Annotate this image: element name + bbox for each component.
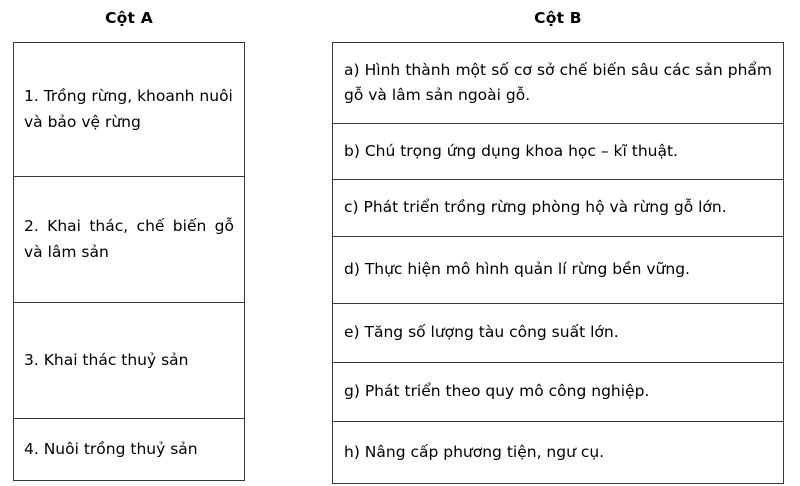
column-b-cell-7[interactable] xyxy=(333,422,784,484)
table-row xyxy=(333,124,784,180)
column-b-table xyxy=(332,42,784,484)
table-row xyxy=(14,419,245,481)
column-a-cell-1[interactable] xyxy=(14,43,245,177)
column-a-cell-4[interactable] xyxy=(14,419,245,481)
column-b-cell-label: d) Thực hiện mô hình quản lí rừng bền vững. xyxy=(344,260,690,279)
column-b-cell-label: b) Chú trọng ứng dụng khoa học – kĩ thuật. xyxy=(344,141,678,160)
table-row xyxy=(333,304,784,363)
column-b-cell-label: h) Nâng cấp phương tiện, ngư cụ. xyxy=(344,442,605,461)
table-row xyxy=(333,363,784,422)
table-row xyxy=(333,237,784,304)
table-row xyxy=(14,177,245,303)
column-a-table xyxy=(13,42,245,481)
column-b-cell-4[interactable] xyxy=(333,237,784,304)
table-row xyxy=(333,180,784,237)
column-a-cell-label: 4. Nuôi trồng thuỷ sản xyxy=(24,439,198,458)
column-b-cell-5[interactable] xyxy=(333,304,784,363)
table-row xyxy=(333,422,784,484)
column-a-header: Cột A xyxy=(105,9,153,27)
column-b-rows xyxy=(333,43,784,484)
column-b-cell-3[interactable] xyxy=(333,180,784,237)
table-row xyxy=(333,43,784,124)
table-row xyxy=(14,303,245,419)
column-a-cell-label: 1. Trồng rừng, khoanh nuôi và bảo vệ rừng xyxy=(24,87,233,131)
column-a-rows xyxy=(14,43,245,481)
column-a-cell-3[interactable] xyxy=(14,303,245,419)
column-a-cell-label: 2. Khai thác, chế biến gỗ và lâm sản xyxy=(24,217,234,261)
column-a-cell-2[interactable] xyxy=(14,177,245,303)
column-b-cell-2[interactable] xyxy=(333,124,784,180)
column-b-cell-label: e) Tăng số lượng tàu công suất lớn. xyxy=(344,323,619,342)
table-row xyxy=(14,43,245,177)
column-b-cell-label: a) Hình thành một số cơ sở chế biến sâu các sản phẩm gỗ và lâm sản ngoài gỗ. xyxy=(344,60,772,104)
column-b-cell-label: g) Phát triển theo quy mô công nghiệp. xyxy=(344,382,650,401)
column-b-header: Cột B xyxy=(534,9,582,27)
column-a-cell-label: 3. Khai thác thuỷ sản xyxy=(24,350,189,369)
column-b-cell-1[interactable] xyxy=(333,43,784,124)
column-b-cell-6[interactable] xyxy=(333,363,784,422)
column-b-cell-label: c) Phát triển trồng rừng phòng hộ và rừng gỗ lớn. xyxy=(344,198,727,217)
